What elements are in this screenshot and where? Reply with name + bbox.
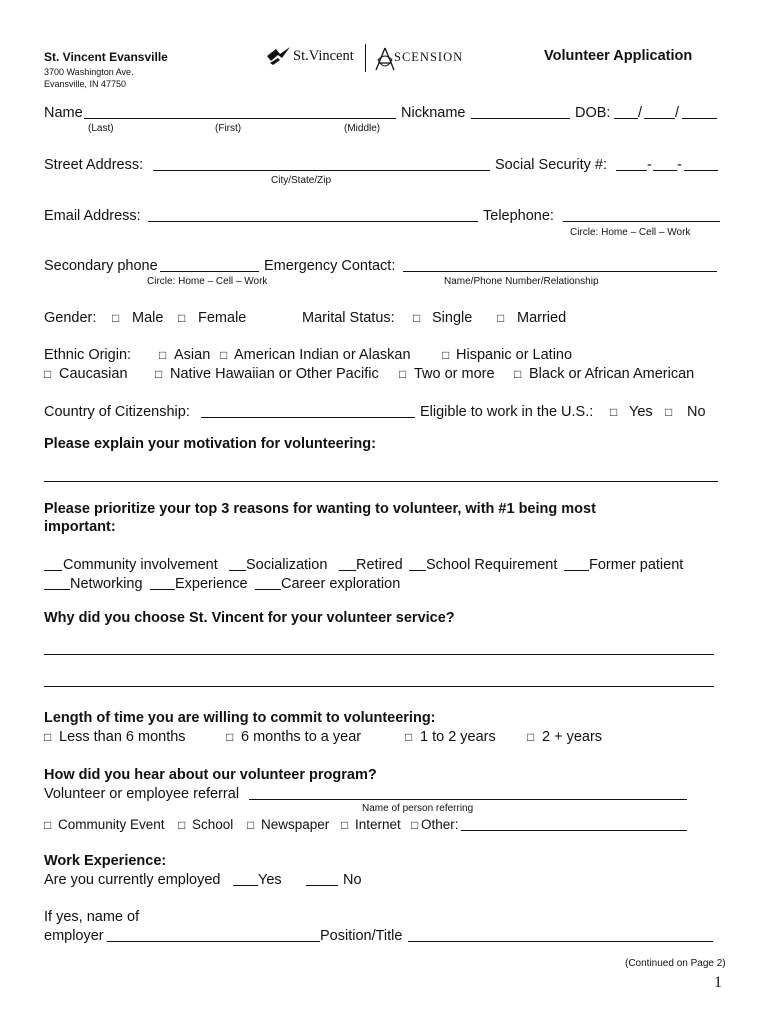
commit-1-2-label: 1 to 2 years [420, 729, 496, 745]
hear-internet-checkbox[interactable]: □ [341, 818, 349, 832]
eligible-yes-checkbox[interactable]: □ [610, 405, 618, 419]
hear-newspaper-label: Newspaper [261, 817, 330, 832]
dob-separator: / [675, 105, 680, 121]
first-sub-label: (First) [215, 123, 242, 134]
commit-less-6-label: Less than 6 months [59, 729, 186, 745]
reason-experience-blank[interactable] [150, 589, 175, 590]
hear-other-input-line[interactable] [461, 830, 687, 831]
currently-employed-label: Are you currently employed [44, 872, 221, 888]
ssn-separator: - [677, 157, 682, 173]
commit-1-2-checkbox[interactable]: □ [405, 730, 413, 744]
commit-2plus-label: 2 + years [542, 729, 603, 745]
why-answer-line-2[interactable] [44, 686, 714, 687]
commit-6-12-label: 6 months to a year [241, 729, 362, 745]
ethnic-american-indian-checkbox[interactable]: □ [220, 348, 228, 362]
name-label: Name [44, 105, 83, 121]
dob-day-line[interactable] [644, 118, 675, 119]
reason-socialization-blank[interactable] [229, 570, 246, 571]
eligible-yes-label: Yes [629, 404, 653, 420]
ethnic-caucasian-checkbox[interactable]: □ [44, 367, 52, 381]
reason-school-blank[interactable] [409, 570, 426, 571]
hear-community-event-label: Community Event [58, 817, 165, 832]
gender-female-label: Female [198, 310, 247, 326]
street-address-label: Street Address: [44, 157, 144, 173]
reason-former-patient-label: Former patient [589, 557, 684, 573]
hear-school-checkbox[interactable]: □ [178, 818, 186, 832]
ssn-part3-line[interactable] [684, 170, 718, 171]
eligible-no-label: No [687, 404, 706, 420]
st-vincent-bird-icon [266, 46, 292, 66]
ssn-separator: - [647, 157, 652, 173]
email-input-line[interactable] [148, 221, 478, 222]
continued-note: (Continued on Page 2) [625, 958, 726, 969]
address-line-2: Evansville, IN 47750 [44, 79, 127, 89]
country-citizenship-label: Country of Citizenship: [44, 404, 190, 420]
employed-yes-blank[interactable] [233, 885, 258, 886]
hear-community-event-checkbox[interactable]: □ [44, 818, 52, 832]
position-title-label: Position/Title [320, 928, 403, 944]
reason-experience-label: Experience [175, 576, 248, 592]
ethnic-black-checkbox[interactable]: □ [514, 367, 522, 381]
ethnic-hispanic-label: Hispanic or Latino [456, 347, 573, 363]
position-title-input-line[interactable] [408, 941, 713, 942]
secondary-phone-type-hint: Circle: Home – Cell – Work [147, 276, 268, 287]
reason-career-blank[interactable] [255, 589, 281, 590]
emergency-contact-sub-label: Name/Phone Number/Relationship [444, 276, 599, 287]
why-answer-line-1[interactable] [44, 654, 714, 655]
employed-no-label: No [343, 872, 362, 888]
hear-newspaper-checkbox[interactable]: □ [247, 818, 255, 832]
ethnic-hispanic-checkbox[interactable]: □ [442, 348, 450, 362]
hear-other-checkbox[interactable]: □ [411, 818, 419, 832]
secondary-phone-input-line[interactable] [160, 271, 259, 272]
why-st-vincent-question: Why did you choose St. Vincent for your volunteer service? [44, 610, 455, 626]
marital-status-label: Marital Status: [302, 310, 395, 326]
ssn-part1-line[interactable] [616, 170, 647, 171]
emergency-contact-label: Emergency Contact: [264, 258, 396, 274]
street-address-input-line[interactable] [153, 170, 490, 171]
dob-label: DOB: [575, 105, 611, 121]
reasons-question-line-2: important: [44, 519, 116, 535]
country-citizenship-input-line[interactable] [201, 417, 415, 418]
ethnic-black-label: Black or African American [529, 366, 695, 382]
reason-retired-blank[interactable] [339, 570, 356, 571]
reason-community-label: Community involvement [63, 557, 218, 573]
eligible-to-work-label: Eligible to work in the U.S.: [420, 404, 594, 420]
reason-career-label: Career exploration [281, 576, 401, 592]
telephone-label: Telephone: [483, 208, 554, 224]
dob-year-line[interactable] [682, 118, 717, 119]
work-experience-heading: Work Experience: [44, 853, 167, 869]
employer-label-line-1: If yes, name of [44, 909, 140, 925]
commit-less-6-checkbox[interactable]: □ [44, 730, 52, 744]
reason-school-label: School Requirement [426, 557, 558, 573]
employed-no-blank[interactable] [306, 885, 338, 886]
ethnic-asian-label: Asian [174, 347, 211, 363]
hear-other-label: Other: [421, 817, 459, 832]
employer-name-input-line[interactable] [107, 941, 320, 942]
dob-separator: / [638, 105, 643, 121]
ascension-logo-text: SCENSION [394, 50, 464, 64]
hear-school-label: School [192, 817, 234, 832]
address-line-1: 3700 Washington Ave. [44, 67, 134, 77]
nickname-label: Nickname [401, 105, 466, 121]
secondary-phone-label: Secondary phone [44, 258, 158, 274]
ethnic-two-or-more-label: Two or more [414, 366, 495, 382]
ssn-label: Social Security #: [495, 157, 608, 173]
commit-2plus-checkbox[interactable]: □ [527, 730, 535, 744]
logo-divider [365, 44, 366, 72]
hear-about-question: How did you hear about our volunteer program? [44, 767, 377, 783]
ethnic-caucasian-label: Caucasian [59, 366, 128, 382]
reason-community-blank[interactable] [44, 570, 62, 571]
name-input-line[interactable] [84, 118, 396, 119]
middle-sub-label: (Middle) [344, 123, 381, 134]
marital-married-checkbox[interactable]: □ [497, 311, 505, 325]
marital-single-label: Single [432, 310, 473, 326]
emergency-contact-input-line[interactable] [403, 271, 717, 272]
employer-label-line-2: employer [44, 928, 104, 944]
ssn-part2-line[interactable] [653, 170, 677, 171]
dob-month-line[interactable] [614, 118, 638, 119]
city-state-zip-label: City/State/Zip [271, 175, 332, 186]
commitment-question: Length of time you are willing to commit to volunteering: [44, 710, 436, 726]
ethnic-asian-checkbox[interactable]: □ [159, 348, 167, 362]
reason-former-patient-blank[interactable] [564, 570, 589, 571]
motivation-answer-line[interactable] [44, 481, 718, 482]
referral-sub-label: Name of person referring [362, 803, 474, 814]
reason-retired-label: Retired [356, 557, 403, 573]
reason-networking-blank[interactable] [44, 589, 70, 590]
st-vincent-logo-text: St.Vincent [293, 48, 354, 64]
form-title: Volunteer Application [544, 48, 693, 64]
gender-male-checkbox[interactable]: □ [112, 311, 120, 325]
reason-networking-label: Networking [70, 576, 143, 592]
reasons-question-line-1: Please prioritize your top 3 reasons for wanting to volunteer, with #1 being most [44, 501, 596, 517]
hear-internet-label: Internet [355, 817, 401, 832]
ethnic-native-hawaiian-label: Native Hawaiian or Other Pacific [170, 366, 379, 382]
email-label: Email Address: [44, 208, 141, 224]
gender-male-label: Male [132, 310, 164, 326]
ethnic-american-indian-label: American Indian or Alaskan [234, 347, 411, 363]
org-name: St. Vincent Evansville [44, 50, 168, 64]
telephone-type-hint: Circle: Home – Cell – Work [570, 227, 691, 238]
reason-socialization-label: Socialization [246, 557, 328, 573]
ethnic-native-hawaiian-checkbox[interactable]: □ [155, 367, 163, 381]
ethnic-two-or-more-checkbox[interactable]: □ [399, 367, 407, 381]
gender-label: Gender: [44, 310, 97, 326]
page-number: 1 [714, 974, 722, 991]
marital-single-checkbox[interactable]: □ [413, 311, 421, 325]
referral-input-line[interactable] [249, 799, 687, 800]
marital-married-label: Married [517, 310, 567, 326]
gender-female-checkbox[interactable]: □ [178, 311, 186, 325]
ethnic-origin-label: Ethnic Origin: [44, 347, 132, 363]
referral-label: Volunteer or employee referral [44, 786, 240, 802]
eligible-no-checkbox[interactable]: □ [665, 405, 673, 419]
employed-yes-label: Yes [258, 872, 282, 888]
last-sub-label: (Last) [88, 123, 114, 134]
motivation-question: Please explain your motivation for volunteering: [44, 436, 376, 452]
nickname-input-line[interactable] [471, 118, 570, 119]
telephone-input-line[interactable] [563, 221, 720, 222]
commit-6-12-checkbox[interactable]: □ [226, 730, 234, 744]
